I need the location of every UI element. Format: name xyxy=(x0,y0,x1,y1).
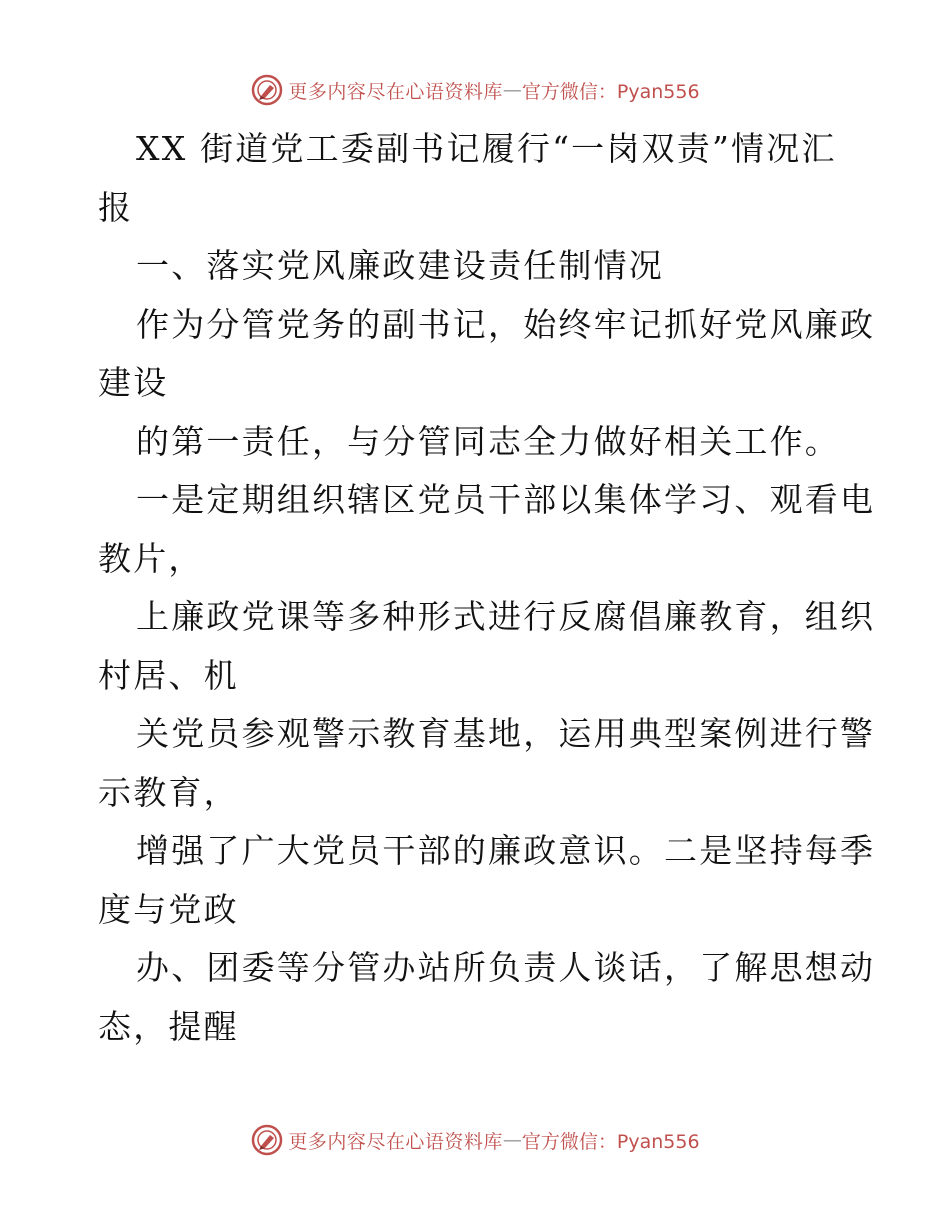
watermark-contact-text: 官方微信：Pyan556 xyxy=(521,1130,700,1153)
document-title-line-2: 报 xyxy=(98,187,134,227)
paragraph-line: 态，提醒 xyxy=(98,1006,239,1046)
document-title-line-1: XX 街道党工委副书记履行“一岗双责”情况汇 xyxy=(136,129,837,168)
footer-watermark xyxy=(0,1120,950,1160)
paragraph-line: 一是定期组织辖区党员干部以集体学习、观看电 xyxy=(136,480,876,519)
watermark-separator: — xyxy=(502,1129,522,1151)
paragraph-line: 度与党政 xyxy=(98,889,239,929)
paragraph-line: 上廉政党课等多种形式进行反腐倡廉教育，组织 xyxy=(136,597,876,636)
paragraph-line: 示教育， xyxy=(98,772,239,812)
paragraph-line: 办、团委等分管办站所负责人谈话，了解思想动 xyxy=(136,948,876,987)
paragraph-line: 的第一责任，与分管同志全力做好相关工作。 xyxy=(136,421,840,461)
header-watermark xyxy=(0,70,950,110)
paragraph-line: 教片， xyxy=(98,538,204,578)
document-body xyxy=(98,120,876,1056)
paragraph-line: 增强了广大党员干部的廉政意识。二是坚持每季 xyxy=(136,831,876,870)
paragraph-line: 作为分管党务的副书记，始终牢记抓好党风廉政 xyxy=(136,304,876,344)
watermark-contact-text: 官方微信：Pyan556 xyxy=(521,80,700,103)
section-heading: 一、落实党风廉政建设责任制情况 xyxy=(136,246,664,285)
watermark-site-text: 更多内容尽在心语资料库 xyxy=(288,1130,503,1153)
paragraph-line: 建设 xyxy=(98,363,169,402)
paragraph-line: 村居、机 xyxy=(98,655,239,695)
watermark-separator: — xyxy=(502,79,522,101)
paragraph-line: 关党员参观警示教育基地，运用典型案例进行警 xyxy=(136,714,876,753)
pen-nib-circle-icon xyxy=(250,73,284,107)
pen-nib-circle-icon xyxy=(250,1123,284,1157)
watermark-site-text: 更多内容尽在心语资料库 xyxy=(288,80,503,103)
